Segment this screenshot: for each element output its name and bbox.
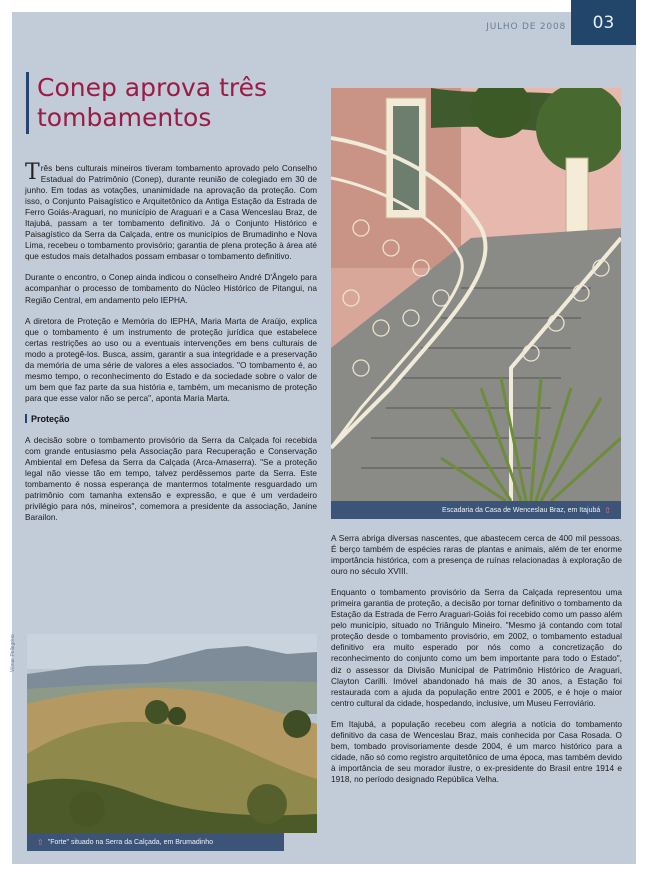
caption-arrow-icon: ⇧ <box>37 837 44 847</box>
subheading-bar <box>25 414 27 423</box>
photo-caption: ⇧ "Forte" situado na Serra da Calçada, em Brumadinho <box>27 833 284 851</box>
subheading: Proteção <box>25 414 317 425</box>
caption-arrow-icon: ⇧ <box>604 505 611 515</box>
drop-cap: T <box>25 160 40 185</box>
photo-credit: Vilmar Pellegrino <box>10 634 16 672</box>
photo-caption: Escadaria da Casa de Wenceslau Braz, em Itajubá ⇧ <box>331 501 621 519</box>
mountain-photo <box>27 634 317 833</box>
paragraph: A diretora de Proteção e Memória do IEPHA, Maria Marta de Araújo, explica que o tombamento é um instrumento de proteção jurídica que estabelece certas restrições ao uso ou a eventuais intervenções em bens culturais de modo a protegê-los. Busca, assim, garantir a sua integridade e a preservação da memória de uma série de valores a eles associados. "O tombamento é, ao mesmo tempo, o reconhecimento do Estado e da sociedade sobre o valor de um bem que faz parte da sua história e, também, um mecanismo de proteção para que esse valor não se perca", aponta Maria Marta. <box>25 315 317 403</box>
page-number: 03 <box>592 12 615 33</box>
paragraph: Em Itajubá, a população recebeu com alegria a notícia do tombamento definitivo da casa de Wenceslau Braz, mais conhecida por Casa Rosada. O bem, tombado provisoriamente desde 2004, é um marco histórico para a cidade, não só como registro arquitetônico de uma época, mas também devido à importância de seu morador ilustre, o ex-presidente do Brasil entre 1914 e 1918, no período designado República Velha. <box>331 718 622 784</box>
mountain-illustration <box>27 634 317 833</box>
paragraph: A decisão sobre o tombamento provisório da Serra da Calçada foi recebida com grande entusiasmo pela Associação para Recuperação e Conservação Ambiental em Defesa da Serra da Calçada (Arca-Amaserra). "Se a proteção legal não viesse tão em tempo, talvez perdêssemos parte da Serra. Este tombamento é nossa esperança de mantermos totalmente resguardado um patrimônio com tamanha extensão e expressão, e que é um verdadeiro privilégio para nós, mineiros", comemora a presidente da associação, Janine Barailon. <box>25 434 317 523</box>
right-column <box>331 533 622 795</box>
paragraph: Enquanto o tombamento provisório da Serra da Calçada representou uma primeira garantia de proteção, a decisão por tornar definitivo o tombamento da Estação da Estrada de Ferro Araguari-Goiás foi recebido como um passo além pelo município, situado no Triângulo Mineiro. "Mesmo já contando com total proteção desde o tombamento provisório, em 2002, o tombamento estadual definitivo era muito esperado por nós como a concretização do reconhecimento do conjunto como um bem importante para todo o Estado", diz o assessor da Divisão Municipal de Patrimônio Histórico de Araguari, Clayton Carilli. Imóvel abandonado há mais de 30 anos, a Estação foi restaurada com a ajuda da população entre 2001 e 2005, e é hoje o maior centro cultural da cidade, hospedando, inclusive, um Museu Ferroviário. <box>331 587 622 708</box>
article-title: Conep aprova três tombamentos <box>37 73 268 132</box>
title-accent-bar <box>26 72 29 134</box>
page-number-box <box>571 0 636 45</box>
paragraph: Durante o encontro, o Conep ainda indicou o conselheiro André D'Ângelo para acompanhar o processo de tombamento do Núcleo Histórico de Pitangui, na Região Central, em andamento pelo IEPHA. <box>25 272 317 305</box>
issue-date: JULHO DE 2008 <box>486 22 566 32</box>
paragraph-intro: Três bens culturais mineiros tiveram tombamento aprovado pelo Conselho Estadual do Patrimônio (Conep), durante reunião de colegiado em 30 de junho. Em todas as votações, unanimidade na aprovação da proteção. Com isso, o Conjunto Paisagístico e Arquitetônico da Antiga Estação da Estrada de Ferro Goiás-Araguari, no município de Araguari e a Casa Wenceslau Braz, de Itajubá, passam a ter tombamento definitivo. Já o Conjunto Histórico e Paisagístico da Serra da Calçada, entre os municípios de Brumadinho e Nova Lima, recebeu o tombamento provisório; garantia de plena proteção à área até que estudos mais detalhados possam embasar o tombamento definitivo. <box>25 160 317 262</box>
staircase-illustration <box>331 88 621 501</box>
staircase-photo <box>331 88 621 501</box>
paragraph: A Serra abriga diversas nascentes, que abastecem cerca de 400 mil pessoas. É berço também de espécies raras de plantas e animais, além de ter enorme importância histórica, com a presença de ruínas relacionadas à exploração de ouro no século XVIII. <box>331 533 622 577</box>
left-column <box>25 160 317 533</box>
